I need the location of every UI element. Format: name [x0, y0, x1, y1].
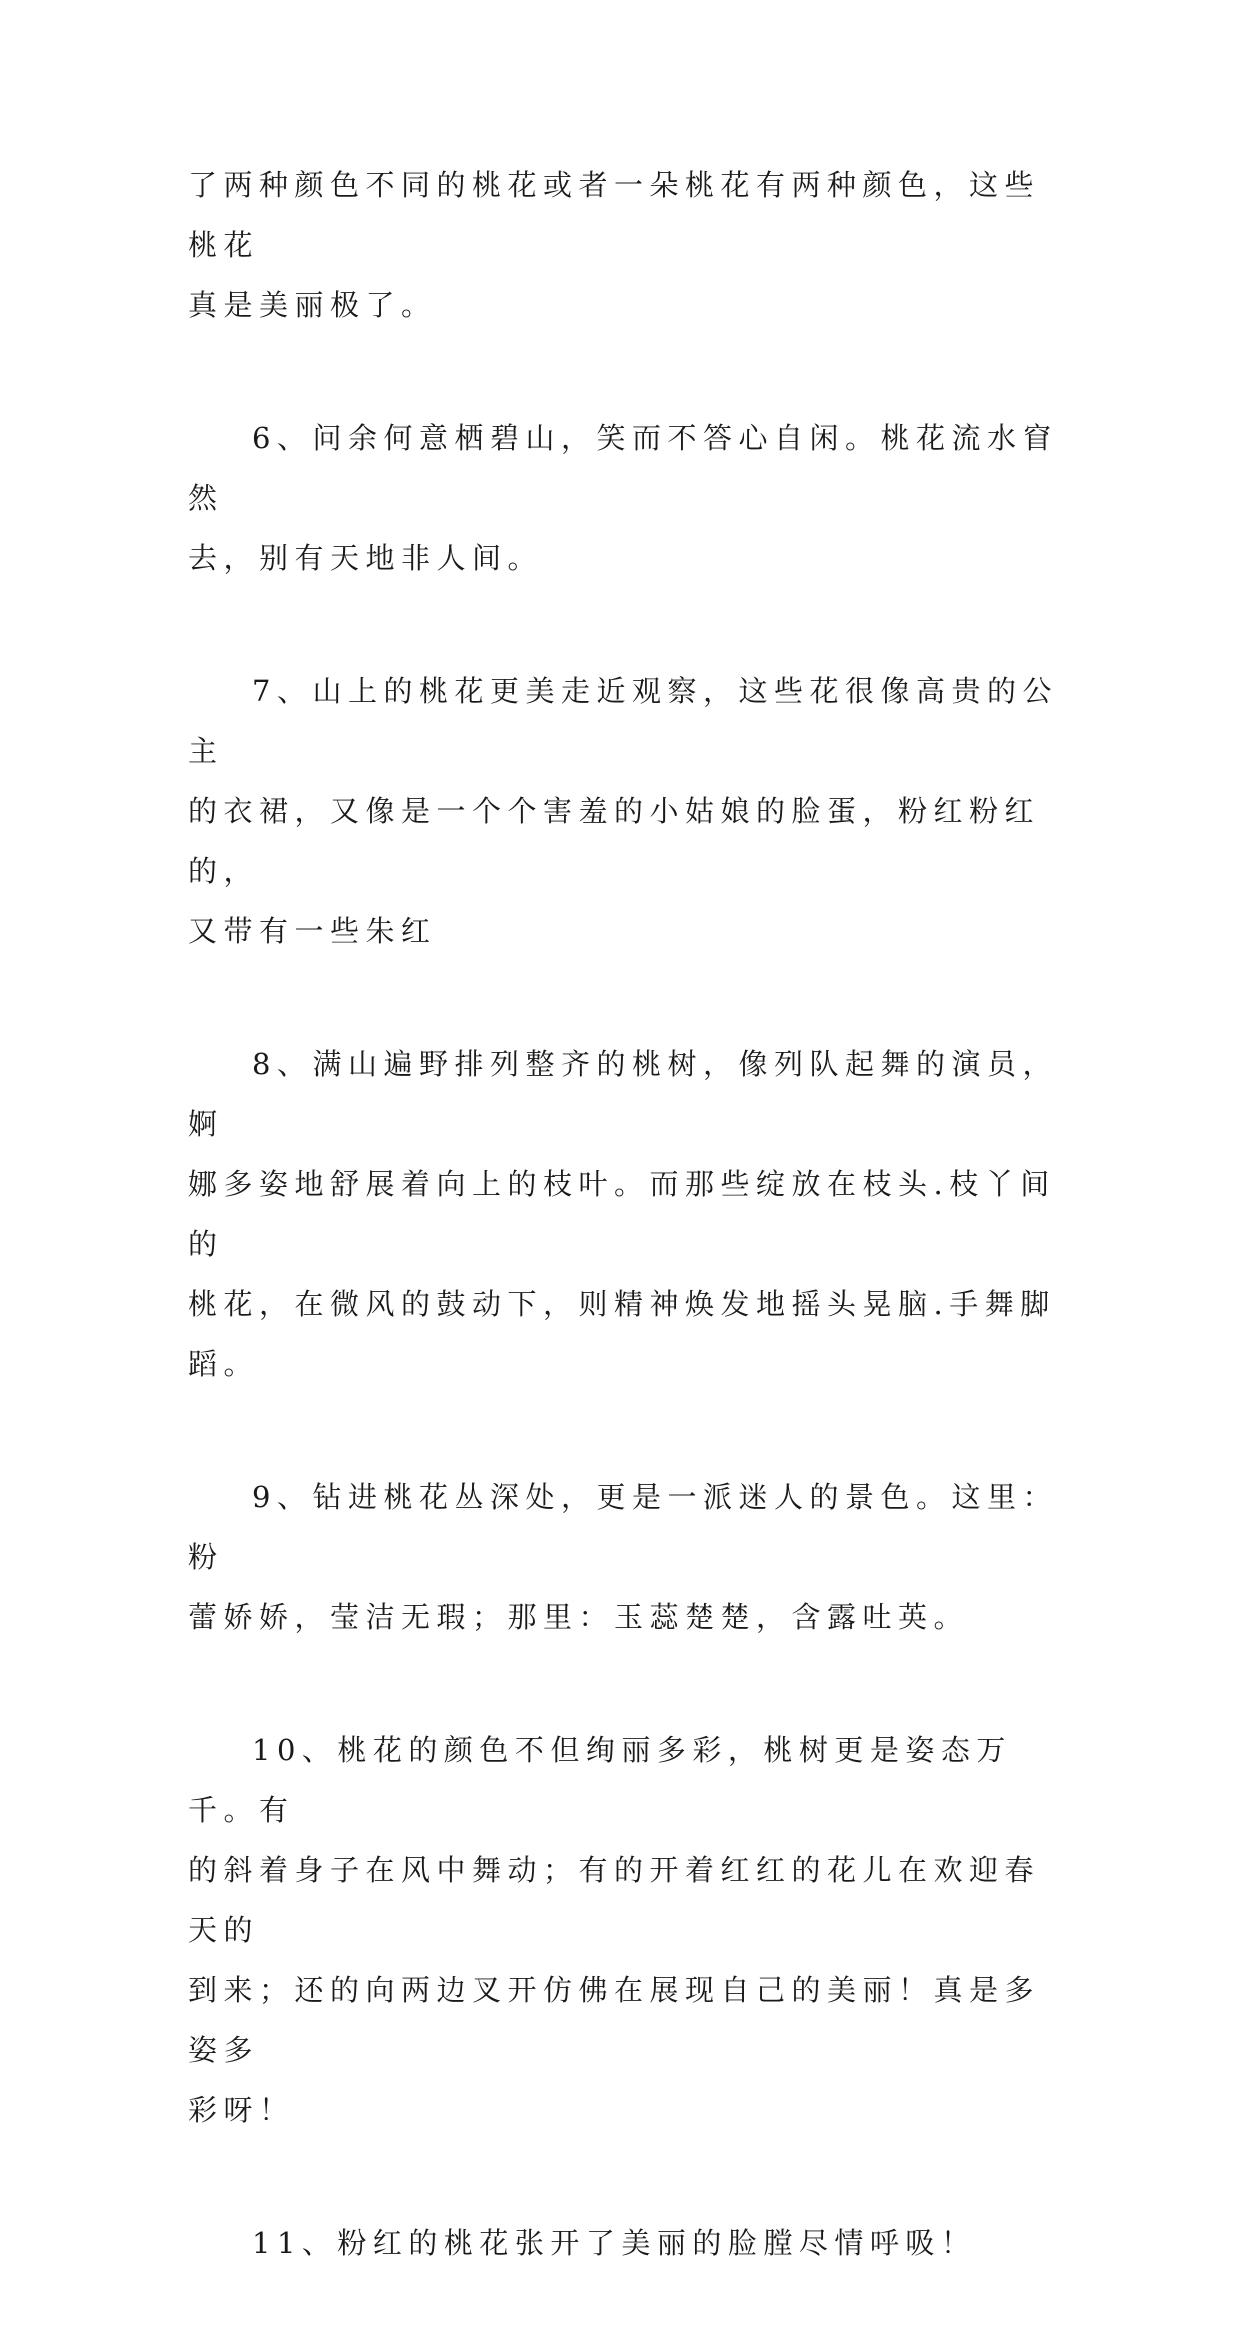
- line: 又带有一些朱红: [188, 914, 437, 948]
- paragraph-item-7: [188, 661, 1068, 961]
- paragraph-item-9: [188, 1467, 1068, 1647]
- line: 9、钻进桃花丛深处，更是一派迷人的景色。这里：粉: [188, 1480, 1058, 1574]
- line: 的斜着身子在风中舞动；有的开着红红的花儿在欢迎春天的: [188, 1853, 1041, 1947]
- line: 蕾娇娇，莹洁无瑕；那里：玉蕊楚楚，含露吐英。: [188, 1600, 970, 1634]
- line: 彩呀！: [188, 2093, 295, 2127]
- paragraph-item-10: [188, 1720, 1068, 2140]
- line: 10、桃花的颜色不但绚丽多彩，桃树更是姿态万千。有: [188, 1733, 1012, 1827]
- paragraph-item-11: [188, 2213, 1068, 2273]
- line: 了两种颜色不同的桃花或者一朵桃花有两种颜色，这些桃花: [188, 168, 1041, 262]
- line: 桃花，在微风的鼓动下，则精神焕发地摇头晃脑.手舞脚蹈。: [188, 1287, 1056, 1381]
- document-body: [188, 155, 1068, 2346]
- line: 去，别有天地非人间。: [188, 541, 544, 575]
- line: 11、粉红的桃花张开了美丽的脸膛尽情呼吸！: [252, 2226, 977, 2260]
- paragraph-item-8: [188, 1034, 1068, 1394]
- line: 娜多姿地舒展着向上的枝叶。而那些绽放在枝头.枝丫间的: [188, 1167, 1056, 1261]
- line: 到来；还的向两边叉开仿佛在展现自己的美丽！真是多姿多: [188, 1973, 1041, 2067]
- line: 真是美丽极了。: [188, 288, 437, 322]
- paragraph-continuation: [188, 155, 1068, 335]
- line: 8、满山遍野排列整齐的桃树，像列队起舞的演员，婀: [188, 1047, 1058, 1141]
- paragraph-item-6: [188, 408, 1068, 588]
- line: 的衣裙，又像是一个个害羞的小姑娘的脸蛋，粉红粉红的，: [188, 794, 1041, 888]
- line: 7、山上的桃花更美走近观察，这些花很像高贵的公主: [188, 674, 1058, 768]
- line: 6、问余何意栖碧山，笑而不答心自闲。桃花流水窅然: [188, 421, 1058, 515]
